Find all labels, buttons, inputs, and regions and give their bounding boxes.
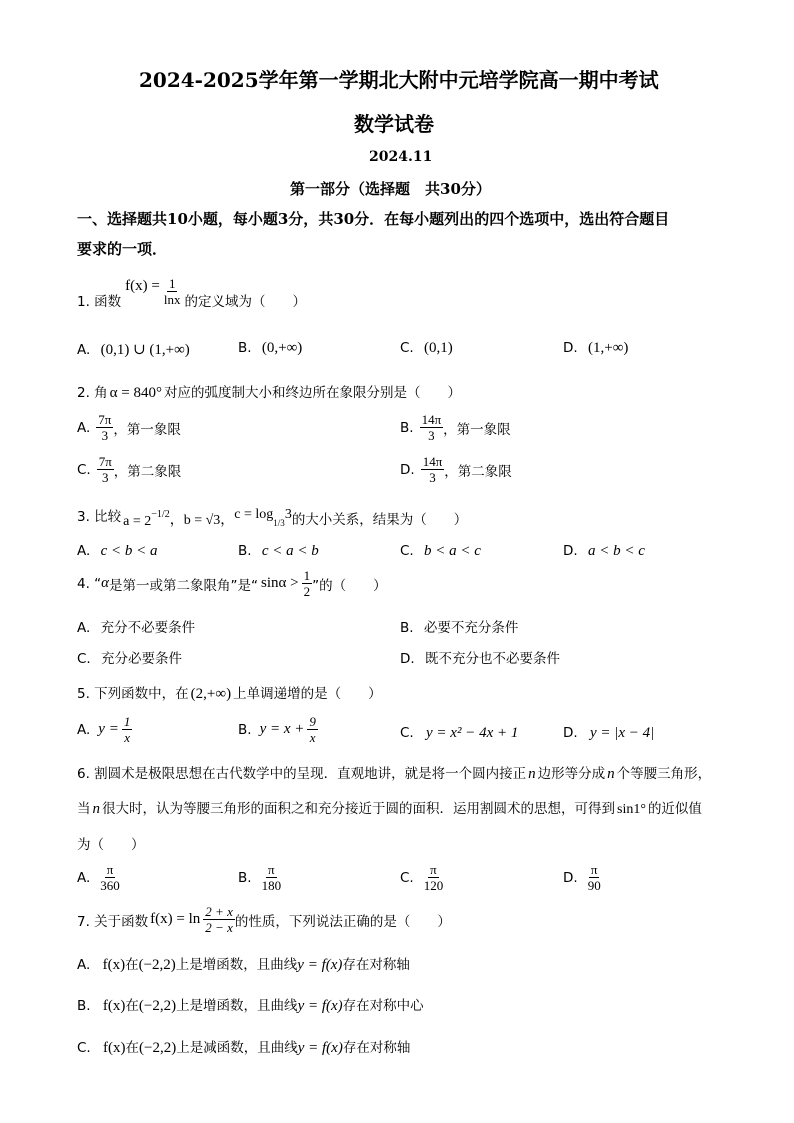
option-text: 在: [125, 1040, 140, 1056]
option-func: f(x): [102, 957, 126, 973]
option-func: f(x): [103, 1040, 126, 1056]
option-letter: C.: [77, 461, 91, 478]
option-letter: C.: [77, 651, 91, 667]
fraction-den: 120: [423, 878, 444, 893]
q6-text: 很大时，认为等腰三角形的面积之和充分接近于圆的面积．运用割圆术的思想，可得到: [102, 801, 615, 817]
option-letter: A.: [77, 721, 91, 738]
q2-prefix: 2. 角: [77, 385, 108, 401]
option-letter: A.: [77, 869, 91, 886]
fraction-num: 9: [309, 714, 316, 729]
option-text: 充分必要条件: [101, 651, 183, 667]
option-expr: y = x +: [259, 721, 305, 737]
question-6-line2: [77, 797, 702, 818]
question-6-line3: 为（ ）: [77, 837, 145, 853]
section-instruction-line2: 要求的一项．: [77, 240, 168, 258]
option-text: 存在对称中心: [342, 998, 424, 1014]
option-text: 上是减函数，且曲线: [176, 1040, 298, 1056]
q6-n: n: [528, 766, 536, 782]
option-letter: D.: [400, 461, 415, 478]
option-letter: B.: [238, 869, 252, 886]
question-2-stem: [77, 381, 461, 402]
option-letter: D.: [563, 340, 578, 356]
q1-suffix: 的定义域为（ ）: [184, 294, 306, 310]
q6-text: 边形等分成: [537, 766, 606, 782]
fraction-num: 1: [123, 714, 131, 729]
q7-fraction: [203, 904, 235, 935]
option-text: 存在对称轴: [342, 957, 410, 973]
option-letter: D.: [563, 869, 578, 886]
q4-alpha: α: [101, 575, 110, 591]
q3-option-d: [563, 543, 645, 560]
section-instruction-line1: 一、选择题共10小题，每小题3分，共30分．在每小题列出的四个选项中，选出符合题目: [77, 210, 670, 228]
option-fraction: [586, 862, 603, 893]
option-letter: C.: [77, 1040, 91, 1056]
q2-option-c: [77, 454, 181, 485]
q7-prefix: 7. 关于函数: [77, 913, 149, 930]
q3-option-a: [77, 543, 158, 560]
q3-option-c: [400, 543, 481, 560]
q5-option-b: [238, 714, 318, 745]
option-letter: A.: [77, 419, 91, 436]
q4-prefix: 4. “: [77, 575, 102, 592]
fraction-num: π: [430, 862, 437, 877]
part-heading: 第一部分（选择题 共30分）: [290, 180, 491, 198]
option-letter: A.: [77, 342, 91, 358]
fraction-den: x: [124, 730, 130, 745]
q2-option-a: [77, 412, 181, 443]
q7-option-a: [77, 953, 410, 974]
q1-option-a: [77, 340, 190, 359]
option-text: (1,+∞): [587, 340, 629, 356]
option-letter: C.: [400, 340, 414, 356]
q5-option-a: [77, 714, 132, 745]
option-text: ，第一象限: [443, 421, 511, 438]
option-text: a < b < c: [587, 543, 645, 559]
q7-func: f(x) = ln: [150, 911, 201, 927]
fraction-num: 2 + x: [205, 904, 233, 919]
option-text: 上是增函数，且曲线: [176, 998, 298, 1014]
option-text: (0,1): [424, 340, 453, 356]
question-4-stem: [77, 568, 387, 599]
q6-sin: sin1°: [617, 802, 646, 817]
option-letter: A.: [77, 620, 91, 636]
option-text: ，第二象限: [113, 463, 182, 480]
q6-option-c: [400, 862, 445, 893]
option-fraction: [422, 862, 446, 893]
q1-fraction-num: 1: [168, 275, 176, 291]
q3-a-expr: a = 2: [123, 514, 152, 529]
exam-date: 2024.11: [369, 149, 433, 165]
option-curve: y = f(x): [297, 998, 343, 1014]
fraction-den: 3: [428, 428, 435, 443]
fraction-den: 360: [100, 878, 120, 893]
option-text: b < a < c: [424, 543, 481, 559]
q6-option-b: [238, 862, 283, 893]
q4-option-c: [77, 647, 182, 667]
question-3-stem: [77, 500, 467, 530]
option-letter: C.: [400, 869, 414, 886]
q5-option-d: [563, 725, 654, 742]
question-1-stem: [77, 272, 306, 310]
fraction-num: π: [268, 862, 275, 877]
q6-text: 当: [77, 801, 91, 817]
option-fraction: [421, 454, 445, 485]
q3-a-exponent: −1/2: [151, 508, 170, 520]
q4-mid: 是第一或第二象限角”是“: [109, 577, 259, 594]
option-text: (0,+∞): [261, 340, 303, 356]
fraction-num: 7π: [98, 412, 112, 427]
q1-func: f(x) =: [125, 277, 160, 294]
option-text: ，第二象限: [444, 463, 512, 480]
option-func: f(x): [102, 998, 126, 1014]
q3-c-log-arg: 3: [284, 507, 292, 522]
option-expr: y =: [98, 721, 119, 737]
q2-suffix: 对应的弧度制大小和终边所在象限分别是（ ）: [164, 385, 461, 401]
q1-option-b: [238, 340, 302, 357]
q5-interval: (2,+∞): [190, 686, 232, 702]
option-fraction: [97, 454, 114, 485]
q7-option-b: [77, 994, 424, 1015]
option-fraction: [307, 714, 318, 745]
q6-text: 6. 割圆术是极限思想在古代数学中的呈现．直观地讲，就是将一个圆内接正: [77, 766, 527, 782]
option-letter: B.: [400, 620, 414, 636]
option-text: 在: [125, 998, 139, 1014]
q2-option-d: [400, 454, 512, 485]
option-letter: D.: [563, 725, 578, 741]
fraction-num: π: [106, 862, 114, 877]
q6-option-a: [77, 862, 122, 893]
option-fraction: [420, 412, 444, 443]
q1-fraction-den: lnx: [163, 291, 181, 307]
option-text: ，第一象限: [113, 421, 181, 438]
option-text: y = |x − 4|: [589, 725, 655, 741]
q1-option-d: [563, 340, 628, 357]
q1-fraction: [162, 276, 183, 307]
option-text: c < a < b: [261, 543, 319, 559]
option-letter: A.: [77, 957, 91, 973]
option-fraction: [122, 714, 133, 745]
option-interval: (−2,2): [139, 1040, 177, 1056]
q3-option-b: [238, 543, 319, 560]
q3-b-expr: ，b = √3，: [169, 513, 235, 528]
q7-option-c: [77, 1036, 410, 1057]
fraction-num: 14π: [422, 454, 443, 469]
question-7-stem: [77, 904, 451, 935]
option-text: 既不充分也不必要条件: [424, 651, 560, 667]
option-letter: A.: [77, 543, 91, 559]
option-text: 存在对称轴: [342, 1040, 411, 1056]
q1-prefix: 1. 函数: [77, 294, 122, 310]
q5-prefix: 5. 下列函数中，在: [77, 686, 189, 702]
q1-option-c: [400, 340, 453, 357]
option-interval: (−2,2): [138, 998, 177, 1014]
q3-c-log-base: 1/3: [273, 518, 285, 528]
option-text: (0,1) ∪ (1,+∞): [100, 342, 190, 358]
option-text: 必要不充分条件: [423, 620, 519, 636]
q6-n: n: [92, 801, 100, 817]
option-text: c < b < a: [100, 543, 158, 559]
q6-text: 的近似值: [647, 801, 702, 817]
option-interval: (−2,2): [138, 957, 176, 973]
fraction-num: 7π: [98, 454, 112, 469]
option-curve: y = f(x): [297, 1040, 343, 1056]
fraction-den: 2 − x: [205, 920, 233, 935]
exam-title: 2024-2025学年第一学期北大附中元培学院高一期中考试: [139, 68, 659, 92]
option-letter: D.: [563, 543, 578, 559]
option-text: y = x² − 4x + 1: [426, 725, 519, 741]
fraction-num: 1: [303, 568, 311, 583]
fraction-num: 14π: [421, 412, 442, 427]
q6-n: n: [607, 766, 615, 782]
fraction-den: 90: [587, 878, 601, 893]
option-text: 上是增函数，且曲线: [175, 957, 298, 973]
q4-option-d: [400, 647, 560, 667]
fraction-den: 3: [102, 470, 109, 485]
option-letter: B.: [238, 543, 252, 559]
q5-option-c: [400, 725, 518, 742]
option-letter: B.: [238, 340, 252, 356]
option-letter: B.: [238, 721, 252, 738]
q4-option-b: [400, 616, 518, 636]
q2-expr: α = 840°: [109, 385, 162, 401]
question-6-line1: [77, 762, 711, 783]
option-letter: B.: [400, 419, 414, 436]
option-fraction: [98, 862, 122, 893]
q7-suffix: 的性质，下列说法正确的是（ ）: [234, 913, 451, 930]
fraction-den: 2: [303, 584, 311, 599]
q5-suffix: 上单调递增的是（ ）: [233, 686, 382, 702]
option-curve: y = f(x): [297, 957, 343, 973]
q3-suffix: 的大小关系，结果为（ ）: [291, 512, 468, 528]
option-text: 充分不必要条件: [100, 620, 196, 636]
fraction-den: x: [309, 730, 316, 745]
option-letter: C.: [400, 543, 414, 559]
option-letter: D.: [400, 651, 415, 667]
option-letter: B.: [77, 998, 91, 1014]
exam-subtitle: 数学试卷: [354, 112, 434, 136]
question-5-stem: [77, 682, 382, 703]
q6-option-d: [563, 862, 603, 893]
fraction-den: 3: [429, 470, 436, 485]
q3-c-expr: c = log: [234, 507, 274, 522]
option-text: 在: [125, 957, 139, 973]
q3-prefix: 3. 比较: [77, 509, 122, 525]
fraction-den: 3: [101, 428, 109, 443]
q4-option-a: [77, 616, 195, 636]
q4-fraction: [302, 568, 313, 599]
fraction-den: 180: [261, 878, 282, 893]
q6-text: 个等腰三角形，: [616, 766, 712, 782]
q4-suffix: ”的（ ）: [312, 577, 387, 594]
fraction-num: π: [590, 862, 598, 877]
option-fraction: [260, 862, 284, 893]
q4-sin-expr: sinα >: [261, 575, 299, 591]
q2-option-b: [400, 412, 511, 443]
option-fraction: [96, 412, 113, 443]
option-letter: C.: [400, 725, 414, 741]
